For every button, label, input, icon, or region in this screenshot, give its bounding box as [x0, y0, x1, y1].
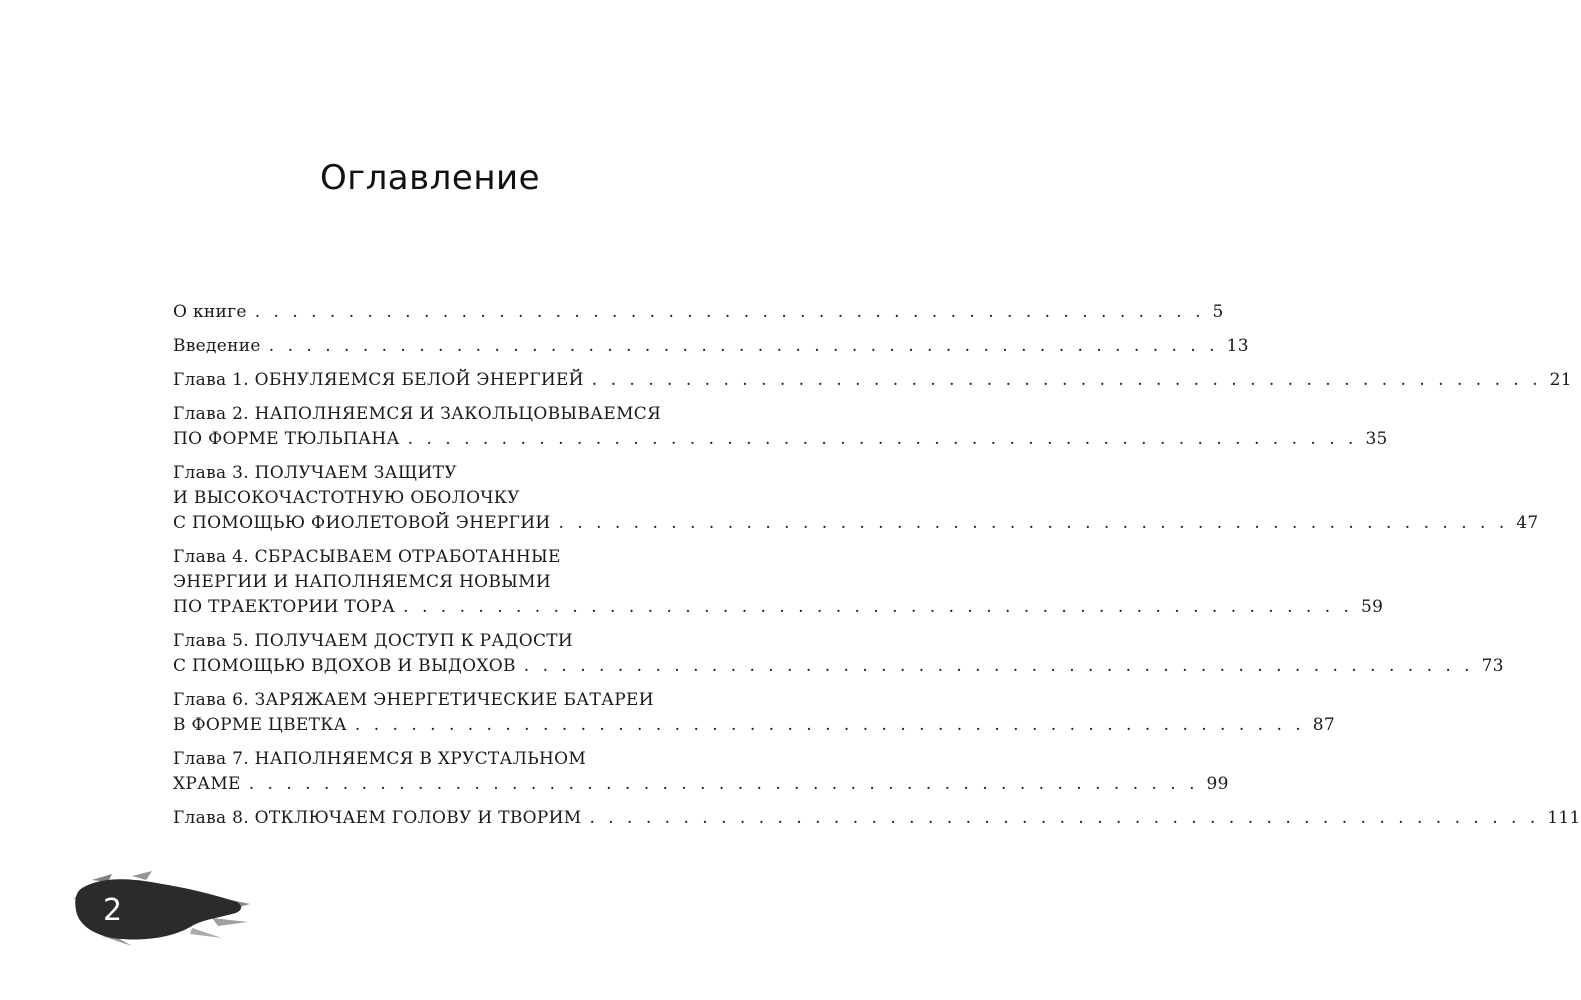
- table-of-contents: [173, 300, 1581, 840]
- toc-entry[interactable]: [173, 300, 1224, 325]
- toc-page-number: 111: [1547, 808, 1581, 828]
- dot-leader: . . . . . . . . . . . . . . . . . . . . . . . . . . . . . . . . . . . . . . . . . . . . . . . . . . .: [589, 808, 1540, 828]
- toc-entry[interactable]: [173, 545, 1384, 620]
- toc-page-number: 5: [1212, 302, 1224, 322]
- toc-entry-title: С ПОМОЩЬЮ ФИОЛЕТОВОЙ ЭНЕРГИИ: [173, 513, 551, 533]
- toc-entry-title: ПО ФОРМЕ ТЮЛЬПАНА: [173, 429, 400, 449]
- toc-page-number: 13: [1226, 336, 1249, 356]
- toc-entry[interactable]: [173, 806, 1581, 831]
- toc-entry[interactable]: [173, 368, 1572, 393]
- toc-entry-final-line: [173, 511, 1539, 536]
- toc-entry-line: Глава 2. НАПОЛНЯЕМСЯ И ЗАКОЛЬЦОВЫВАЕМСЯ: [173, 404, 662, 424]
- toc-entry-title: ПО ТРАЕКТОРИИ ТОРА: [173, 597, 396, 617]
- dot-leader: . . . . . . . . . . . . . . . . . . . . . . . . . . . . . . . . . . . . . . . . . . . . . . . . . . .: [558, 513, 1509, 533]
- toc-page-number: 21: [1549, 370, 1572, 390]
- toc-entry[interactable]: [173, 629, 1504, 679]
- toc-entry-line: И ВЫСОКОЧАСТОТНУЮ ОБОЛОЧКУ: [173, 488, 520, 508]
- toc-entry-line: Глава 3. ПОЛУЧАЕМ ЗАЩИТУ: [173, 463, 457, 483]
- toc-entry[interactable]: [173, 334, 1249, 359]
- toc-entry-line: Глава 4. СБРАСЫВАЕМ ОТРАБОТАННЫЕ: [173, 547, 561, 567]
- dot-leader: . . . . . . . . . . . . . . . . . . . . . . . . . . . . . . . . . . . . . . . . . . . . . . . . . . .: [354, 715, 1305, 735]
- toc-entry-final-line: [173, 772, 1229, 797]
- dot-leader: . . . . . . . . . . . . . . . . . . . . . . . . . . . . . . . . . . . . . . . . . . . . . . . . . . .: [523, 656, 1474, 676]
- toc-entry-final-line: [173, 595, 1384, 620]
- toc-entry[interactable]: [173, 461, 1539, 536]
- dot-leader: . . . . . . . . . . . . . . . . . . . . . . . . . . . . . . . . . . . . . . . . . . . . . . . . . . .: [248, 774, 1199, 794]
- dot-leader: . . . . . . . . . . . . . . . . . . . . . . . . . . . . . . . . . . . . . . . . . . . . . . . . . . .: [407, 429, 1358, 449]
- toc-entry-line: ЭНЕРГИИ И НАПОЛНЯЕМСЯ НОВЫМИ: [173, 572, 551, 592]
- toc-entry-title: Глава 1. ОБНУЛЯЕМСЯ БЕЛОЙ ЭНЕРГИЕЙ: [173, 370, 584, 390]
- toc-entry-final-line: [173, 300, 1224, 325]
- page-number: 2: [103, 893, 123, 928]
- toc-page-number: 59: [1360, 597, 1384, 617]
- toc-entry-final-line: [173, 368, 1572, 393]
- toc-entry[interactable]: [173, 402, 1388, 452]
- toc-entry-line: Глава 5. ПОЛУЧАЕМ ДОСТУП К РАДОСТИ: [173, 631, 574, 651]
- toc-page-number: 73: [1481, 656, 1504, 676]
- toc-entry-final-line: [173, 654, 1504, 679]
- toc-entry-title: Введение: [173, 336, 261, 356]
- page-title: Оглавление: [319, 158, 541, 198]
- toc-entry-title: Глава 8. ОТКЛЮЧАЕМ ГОЛОВУ И ТВОРИМ: [173, 808, 582, 828]
- toc-page-number: 47: [1516, 513, 1539, 533]
- toc-page-number: 35: [1365, 429, 1388, 449]
- toc-entry[interactable]: [173, 747, 1229, 797]
- toc-page-number: 99: [1206, 774, 1229, 794]
- dot-leader: . . . . . . . . . . . . . . . . . . . . . . . . . . . . . . . . . . . . . . . . . . . . . . . . . . .: [591, 370, 1542, 390]
- toc-entry-title: О книге: [173, 302, 247, 322]
- dot-leader: . . . . . . . . . . . . . . . . . . . . . . . . . . . . . . . . . . . . . . . . . . . . . . . . . . .: [268, 336, 1219, 356]
- toc-entry-title: В ФОРМЕ ЦВЕТКА: [173, 715, 347, 735]
- toc-entry-final-line: [173, 427, 1388, 452]
- dot-leader: . . . . . . . . . . . . . . . . . . . . . . . . . . . . . . . . . . . . . . . . . . . . . . . . . . .: [403, 597, 1353, 617]
- toc-entry-line: Глава 6. ЗАРЯЖАЕМ ЭНЕРГЕТИЧЕСКИЕ БАТАРЕИ: [173, 690, 654, 710]
- toc-entry[interactable]: [173, 688, 1335, 738]
- toc-entry-final-line: [173, 334, 1249, 359]
- toc-entry-final-line: [173, 713, 1335, 738]
- toc-entry-title: С ПОМОЩЬЮ ВДОХОВ И ВЫДОХОВ: [173, 656, 516, 676]
- toc-page-number: 87: [1312, 715, 1335, 735]
- dot-leader: . . . . . . . . . . . . . . . . . . . . . . . . . . . . . . . . . . . . . . . . . . . . . . . . . . .: [254, 302, 1205, 322]
- toc-entry-final-line: [173, 806, 1581, 831]
- ink-splash-decoration: [72, 868, 252, 948]
- toc-entry-line: Глава 7. НАПОЛНЯЕМСЯ В ХРУСТАЛЬНОМ: [173, 749, 587, 769]
- toc-entry-title: ХРАМЕ: [173, 774, 241, 794]
